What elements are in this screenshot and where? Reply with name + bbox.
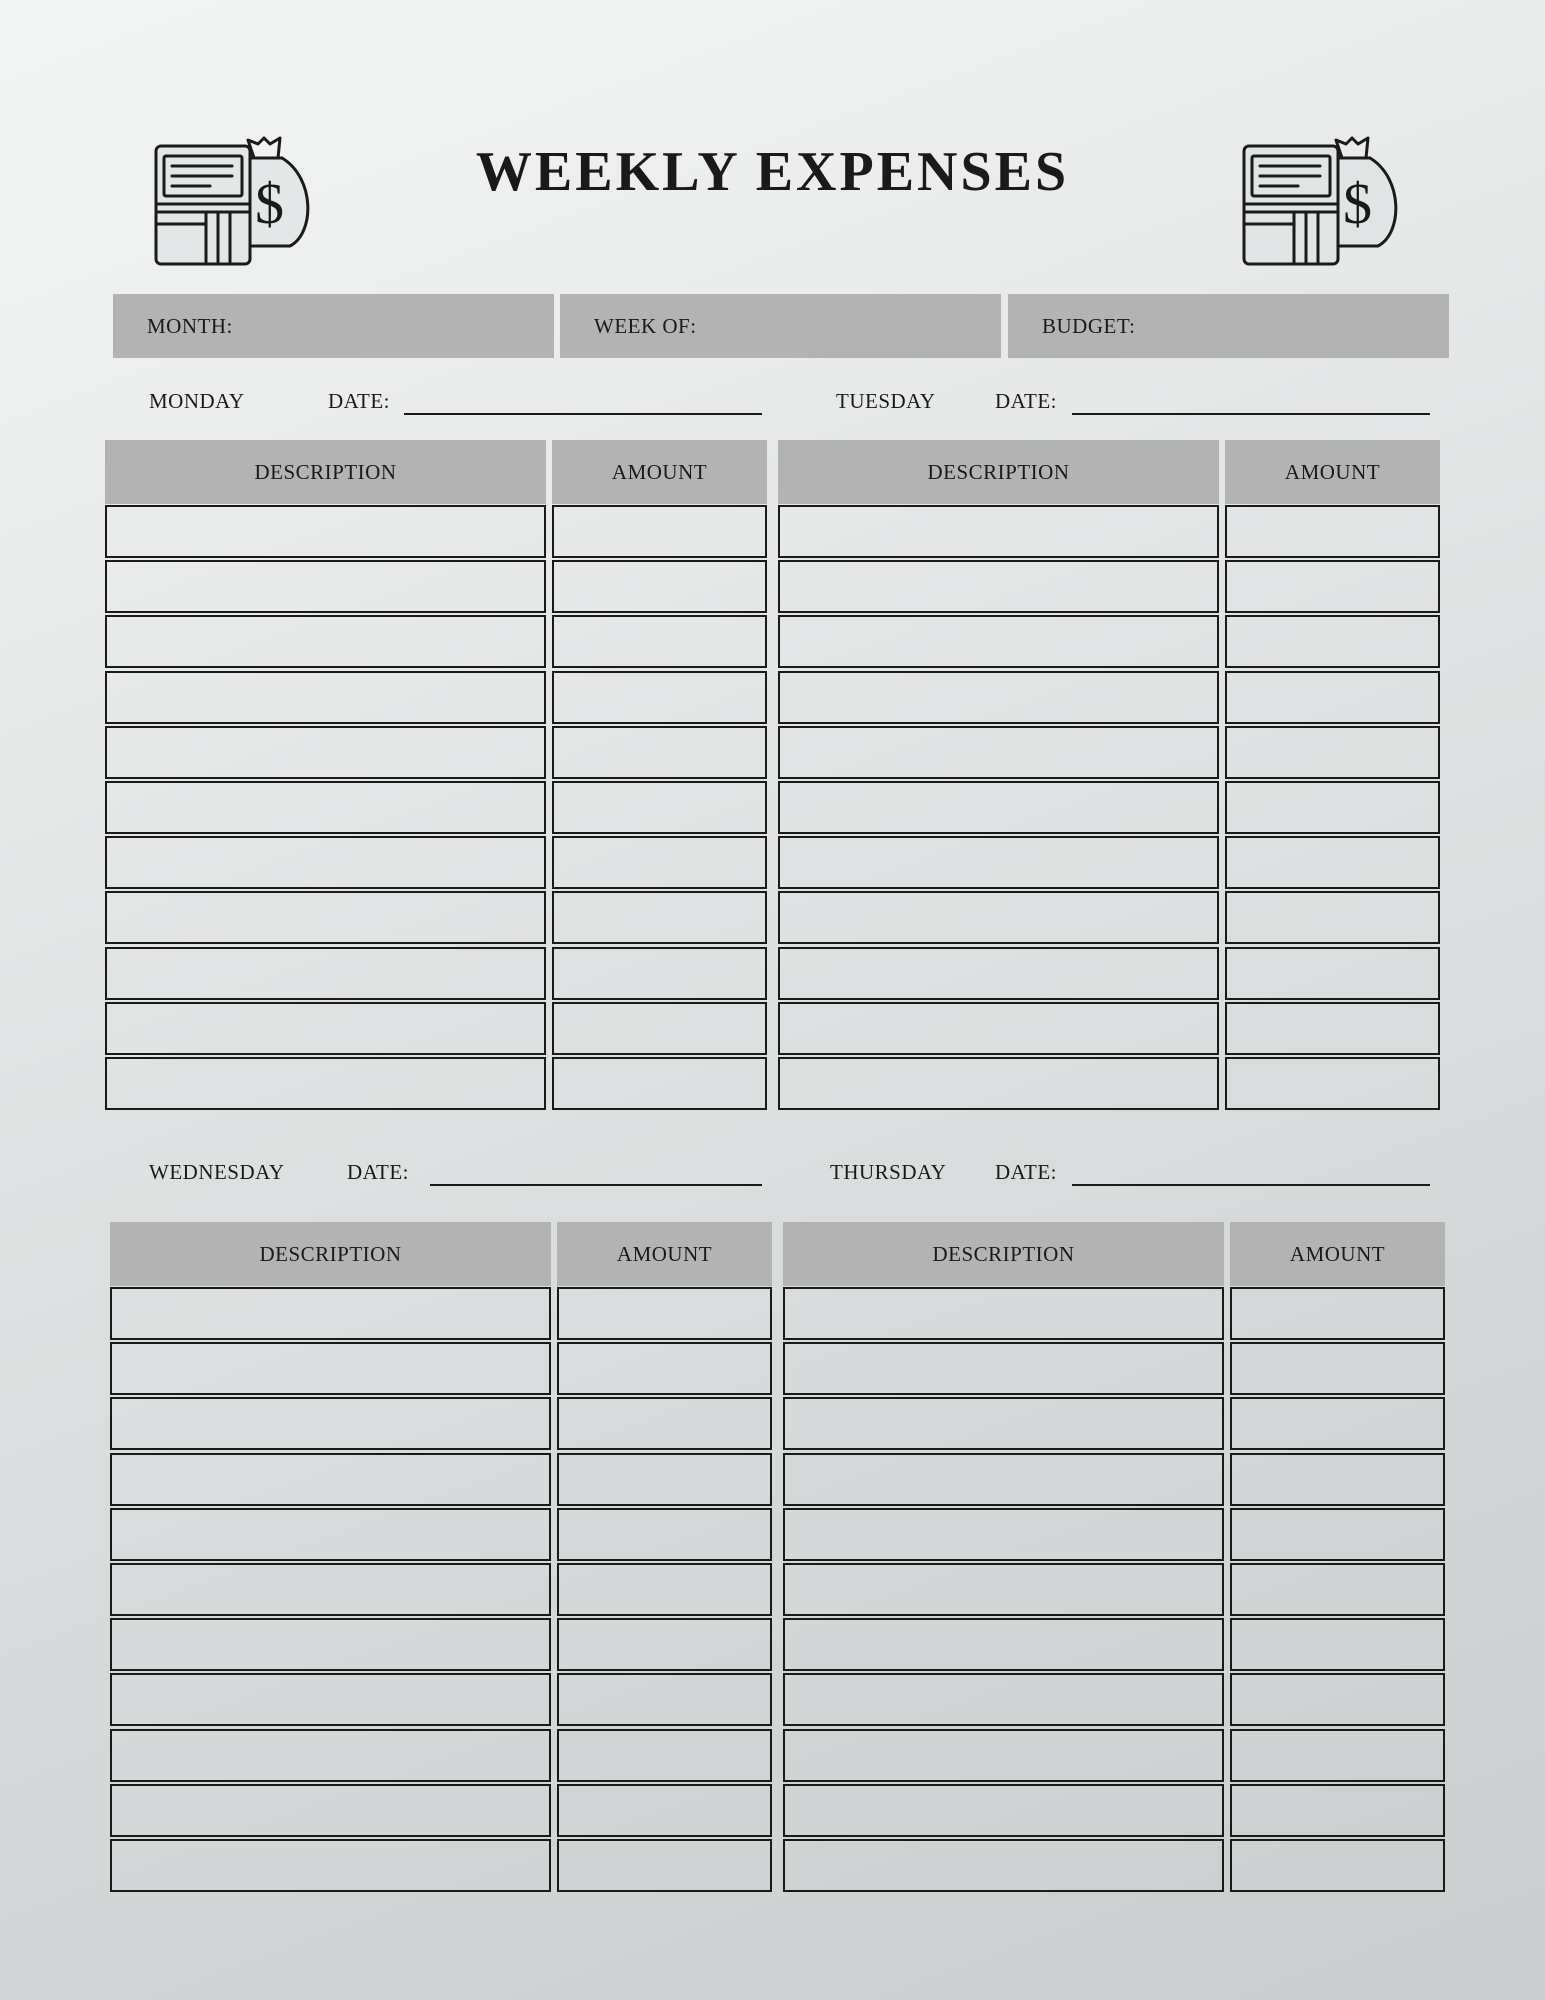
day-label-tuesday: TUESDAY — [836, 389, 936, 413]
amount-cell-wednesday[interactable] — [557, 1839, 772, 1892]
description-cell-thursday[interactable] — [783, 1453, 1224, 1506]
description-cell-monday[interactable] — [105, 726, 546, 779]
amount-cell-monday[interactable] — [552, 560, 767, 613]
description-cell-wednesday[interactable] — [110, 1453, 551, 1506]
week-of-label: WEEK OF: — [594, 313, 697, 338]
amount-header-thursday: AMOUNT — [1230, 1222, 1445, 1286]
amount-cell-wednesday[interactable] — [557, 1397, 772, 1450]
amount-cell-tuesday[interactable] — [1225, 836, 1440, 889]
amount-cell-tuesday[interactable] — [1225, 671, 1440, 724]
description-cell-tuesday[interactable] — [778, 1057, 1219, 1110]
amount-cell-monday[interactable] — [552, 781, 767, 834]
description-header-tuesday: DESCRIPTION — [778, 440, 1219, 504]
description-header-wednesday: DESCRIPTION — [110, 1222, 551, 1286]
description-cell-tuesday[interactable] — [778, 1002, 1219, 1055]
description-cell-wednesday[interactable] — [110, 1342, 551, 1395]
description-cell-thursday[interactable] — [783, 1839, 1224, 1892]
description-cell-tuesday[interactable] — [778, 836, 1219, 889]
description-cell-wednesday[interactable] — [110, 1287, 551, 1340]
amount-cell-monday[interactable] — [552, 615, 767, 668]
date-label: DATE: — [328, 389, 390, 413]
amount-cell-thursday[interactable] — [1230, 1784, 1445, 1837]
amount-cell-wednesday[interactable] — [557, 1729, 772, 1782]
amount-cell-wednesday[interactable] — [557, 1342, 772, 1395]
amount-cell-thursday[interactable] — [1230, 1508, 1445, 1561]
description-cell-wednesday[interactable] — [110, 1397, 551, 1450]
amount-cell-thursday[interactable] — [1230, 1287, 1445, 1340]
amount-cell-thursday[interactable] — [1230, 1618, 1445, 1671]
page-title: WEEKLY EXPENSES — [475, 141, 1070, 203]
description-cell-wednesday[interactable] — [110, 1508, 551, 1561]
amount-cell-monday[interactable] — [552, 505, 767, 558]
amount-header-tuesday: AMOUNT — [1225, 440, 1440, 504]
svg-text:$: $ — [255, 171, 284, 236]
amount-cell-tuesday[interactable] — [1225, 947, 1440, 1000]
amount-header-monday: AMOUNT — [552, 440, 767, 504]
date-line-thursday[interactable] — [1072, 1184, 1430, 1186]
description-cell-thursday[interactable] — [783, 1618, 1224, 1671]
description-cell-tuesday[interactable] — [778, 671, 1219, 724]
description-cell-monday[interactable] — [105, 781, 546, 834]
amount-cell-tuesday[interactable] — [1225, 1057, 1440, 1110]
amount-cell-tuesday[interactable] — [1225, 726, 1440, 779]
description-cell-thursday[interactable] — [783, 1784, 1224, 1837]
description-cell-thursday[interactable] — [783, 1563, 1224, 1616]
amount-cell-wednesday[interactable] — [557, 1453, 772, 1506]
budget-label: BUDGET: — [1042, 313, 1136, 338]
amount-cell-wednesday[interactable] — [557, 1563, 772, 1616]
description-cell-monday[interactable] — [105, 1002, 546, 1055]
amount-cell-monday[interactable] — [552, 726, 767, 779]
description-cell-tuesday[interactable] — [778, 615, 1219, 668]
day-label-thursday: THURSDAY — [830, 1160, 947, 1184]
date-line-wednesday[interactable] — [430, 1184, 762, 1186]
description-cell-thursday[interactable] — [783, 1287, 1224, 1340]
amount-cell-monday[interactable] — [552, 1057, 767, 1110]
svg-text:$: $ — [1343, 171, 1372, 236]
description-cell-monday[interactable] — [105, 560, 546, 613]
amount-cell-wednesday[interactable] — [557, 1673, 772, 1726]
day-label-wednesday: WEDNESDAY — [149, 1160, 285, 1184]
description-header-thursday: DESCRIPTION — [783, 1222, 1224, 1286]
amount-cell-monday[interactable] — [552, 1002, 767, 1055]
description-cell-wednesday[interactable] — [110, 1563, 551, 1616]
month-label: MONTH: — [147, 313, 233, 338]
date-line-tuesday[interactable] — [1072, 413, 1430, 415]
amount-cell-thursday[interactable] — [1230, 1729, 1445, 1782]
amount-cell-monday[interactable] — [552, 836, 767, 889]
description-cell-monday[interactable] — [105, 1057, 546, 1110]
week-of-field[interactable] — [560, 294, 1001, 358]
description-cell-monday[interactable] — [105, 615, 546, 668]
description-cell-monday[interactable] — [105, 671, 546, 724]
amount-cell-thursday[interactable] — [1230, 1839, 1445, 1892]
amount-cell-wednesday[interactable] — [557, 1508, 772, 1561]
description-cell-monday[interactable] — [105, 505, 546, 558]
amount-cell-monday[interactable] — [552, 891, 767, 944]
date-label: DATE: — [995, 389, 1057, 413]
amount-cell-wednesday[interactable] — [557, 1618, 772, 1671]
amount-header-wednesday: AMOUNT — [557, 1222, 772, 1286]
description-cell-thursday[interactable] — [783, 1342, 1224, 1395]
amount-cell-tuesday[interactable] — [1225, 505, 1440, 558]
date-label: DATE: — [347, 1160, 409, 1184]
amount-cell-tuesday[interactable] — [1225, 781, 1440, 834]
description-cell-monday[interactable] — [105, 836, 546, 889]
description-cell-wednesday[interactable] — [110, 1673, 551, 1726]
amount-cell-tuesday[interactable] — [1225, 891, 1440, 944]
description-cell-thursday[interactable] — [783, 1673, 1224, 1726]
description-cell-tuesday[interactable] — [778, 560, 1219, 613]
amount-cell-thursday[interactable] — [1230, 1453, 1445, 1506]
description-cell-wednesday[interactable] — [110, 1839, 551, 1892]
amount-cell-monday[interactable] — [552, 947, 767, 1000]
description-cell-tuesday[interactable] — [778, 781, 1219, 834]
amount-cell-monday[interactable] — [552, 671, 767, 724]
description-cell-thursday[interactable] — [783, 1397, 1224, 1450]
date-line-monday[interactable] — [404, 413, 762, 415]
description-cell-thursday[interactable] — [783, 1508, 1224, 1561]
amount-cell-tuesday[interactable] — [1225, 560, 1440, 613]
amount-cell-tuesday[interactable] — [1225, 1002, 1440, 1055]
amount-cell-thursday[interactable] — [1230, 1673, 1445, 1726]
description-cell-monday[interactable] — [105, 947, 546, 1000]
amount-cell-thursday[interactable] — [1230, 1563, 1445, 1616]
description-cell-tuesday[interactable] — [778, 891, 1219, 944]
description-cell-tuesday[interactable] — [778, 947, 1219, 1000]
budget-field[interactable] — [1008, 294, 1449, 358]
amount-cell-thursday[interactable] — [1230, 1342, 1445, 1395]
description-header-monday: DESCRIPTION — [105, 440, 546, 504]
description-cell-wednesday[interactable] — [110, 1618, 551, 1671]
description-cell-wednesday[interactable] — [110, 1784, 551, 1837]
description-cell-tuesday[interactable] — [778, 726, 1219, 779]
date-label: DATE: — [995, 1160, 1057, 1184]
amount-cell-tuesday[interactable] — [1225, 615, 1440, 668]
month-field[interactable] — [113, 294, 554, 358]
amount-cell-wednesday[interactable] — [557, 1287, 772, 1340]
amount-cell-wednesday[interactable] — [557, 1784, 772, 1837]
description-cell-tuesday[interactable] — [778, 505, 1219, 558]
description-cell-thursday[interactable] — [783, 1729, 1224, 1782]
description-cell-monday[interactable] — [105, 891, 546, 944]
day-label-monday: MONDAY — [149, 389, 245, 413]
amount-cell-thursday[interactable] — [1230, 1397, 1445, 1450]
description-cell-wednesday[interactable] — [110, 1729, 551, 1782]
